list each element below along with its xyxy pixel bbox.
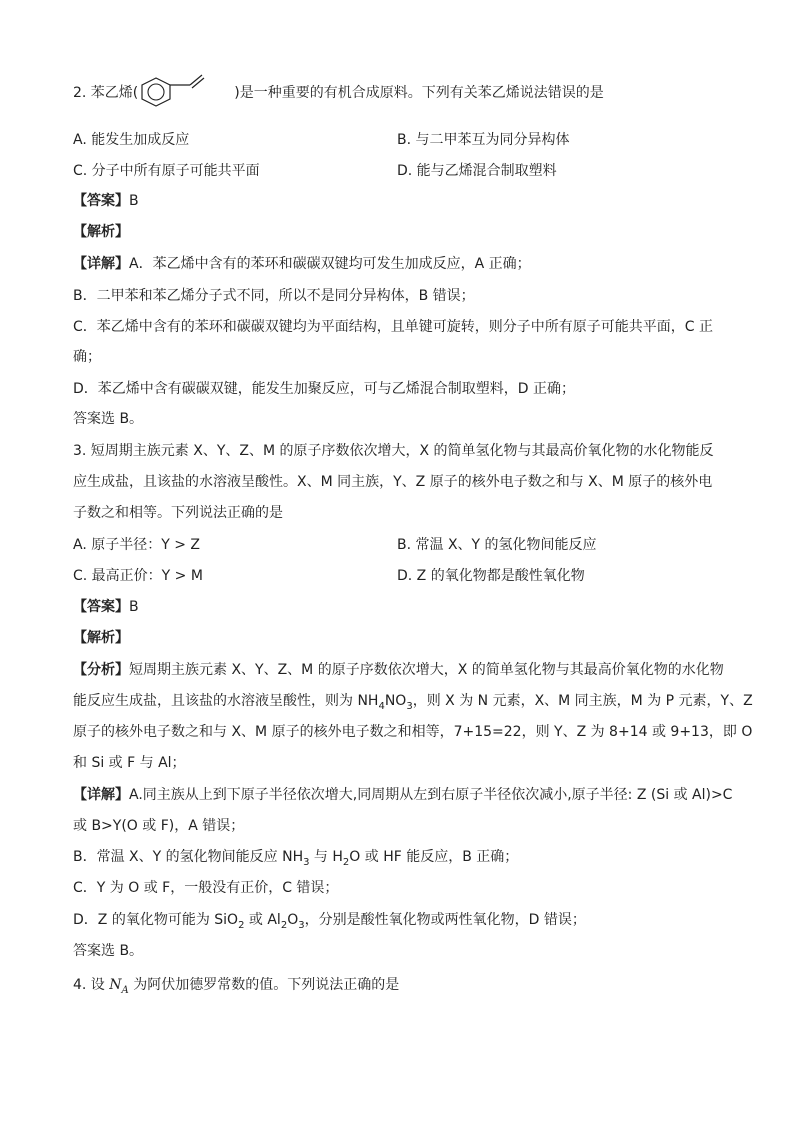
q3-analysis-heading: 【解析】 xyxy=(73,630,129,646)
q2-detail-3: C．苯乙烯中含有的苯环和碳碳双键均为平面结构，且单键可旋转，则分子中所有原子可能共平面，C 正 xyxy=(73,319,713,335)
q2-analysis-heading: 【解析】 xyxy=(73,224,129,240)
q3-detail-5: D．Z 的氧化物可能为 SiO$_2$ 或 $Al_2O_3$，分别是酸性氧化物或两性氧化物，D 错误； xyxy=(73,912,586,931)
q3-answer: 【答案】B xyxy=(73,599,139,615)
q2-stem: 2. 苯乙烯( )是一种重要的有机合成原料。下列有关苯乙烯说法错误的是 xyxy=(73,84,604,102)
q3-analyze-4: 和 Si 或 F 与 Al； xyxy=(73,755,186,771)
q2-conclusion: 答案选 B。 xyxy=(73,411,144,427)
q2-detail-3-cont: 确； xyxy=(73,349,101,365)
q2-option-a: A. 能发生加成反应 xyxy=(73,132,190,148)
q3-analyze-3: 原子的核外电子数之和与 X、M 原子的核外电子数之和相等，7+15=22，则 Y、Z 为 8+14 或 9+13，即 O xyxy=(73,724,753,740)
q3-detail-1: 【详解】A.同主族从上到下原子半径依次增大,同周期从左到右原子半径依次减小,原子半径: Z (Si 或 Al)>C xyxy=(73,787,733,803)
q3-stem-3: 子数之和相等。下列说法正确的是 xyxy=(73,505,283,521)
styrene-structure xyxy=(138,74,234,110)
q2-option-d: D. 能与乙烯混合制取塑料 xyxy=(397,163,557,179)
q3-option-d: D. Z 的氧化物都是酸性氧化物 xyxy=(397,568,585,584)
q3-detail-3: B．常温 X、Y 的氢化物间能反应 $NH_3$ 与 $H_2O$ 或 HF 能反应，B 正确； xyxy=(73,849,519,868)
q3-option-b: B. 常温 X、Y 的氢化物间能反应 xyxy=(397,537,597,553)
q2-detail-1: 【详解】A．苯乙烯中含有的苯环和碳碳双键均可发生加成反应，A 正确； xyxy=(73,256,531,272)
q3-option-a: A. 原子半径：Y > Z xyxy=(73,537,201,553)
q3-stem-2: 应生成盐，且该盐的水溶液呈酸性。X、M 同主族，Y、Z 原子的核外电子数之和与 X、M 原子的核外电 xyxy=(73,474,713,490)
q3-detail-4: C．Y 为 O 或 F，一般没有正价，C 错误； xyxy=(73,880,339,896)
q3-detail-2: 或 B>Y(O 或 F)，A 错误； xyxy=(73,818,245,834)
q2-option-c: C. 分子中所有原子可能共平面 xyxy=(73,163,260,179)
q3-analyze-2: 能反应生成盐，且该盐的水溶液呈酸性，则为 $NH_4NO_3$，则 X 为 N 元素，X、M 同主族，M 为 P 元素，Y、Z xyxy=(73,693,753,712)
q3-conclusion: 答案选 B。 xyxy=(73,943,144,959)
q3-stem-1: 3. 短周期主族元素 X、Y、Z、M 的原子序数依次增大，X 的简单氢化物与其最高价氧化物的水化物能反 xyxy=(73,443,714,459)
q2-detail-4: D．苯乙烯中含有碳碳双键，能发生加聚反应，可与乙烯混合制取塑料，D 正确； xyxy=(73,381,576,397)
q3-option-c: C. 最高正价：Y > M xyxy=(73,568,203,584)
q3-analyze-1: 【分析】短周期主族元素 X、Y、Z、M 的原子序数依次增大，X 的简单氢化物与其最高价氧化物的水化物 xyxy=(73,662,724,678)
q2-detail-2: B．二甲苯和苯乙烯分子式不同，所以不是同分异构体，B 错误； xyxy=(73,288,475,304)
q2-answer: 【答案】B xyxy=(73,193,139,209)
q2-option-b: B. 与二甲苯互为同分异构体 xyxy=(397,132,570,148)
q4-stem: 4. 设 $N_A$ 为阿伏加德罗常数的值。下列说法正确的是 xyxy=(73,977,400,996)
avogadro-symbol: N xyxy=(109,977,122,993)
